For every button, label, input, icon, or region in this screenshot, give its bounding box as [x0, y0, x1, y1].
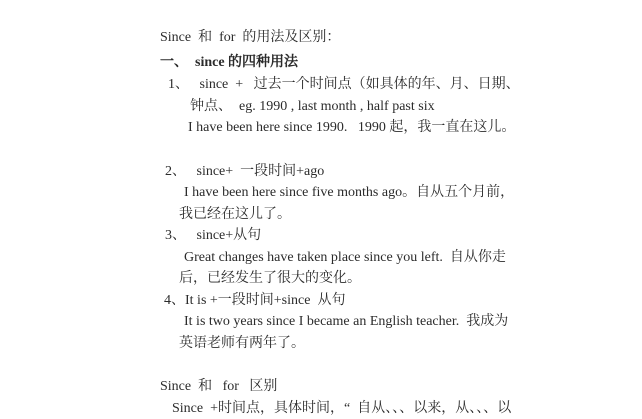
- line-item2-example: I have been here since five months ago。自从五个月前，: [184, 185, 515, 200]
- line-difference-body: Since +时间点，具体时间，“ 自从、、、以来，从、、、以: [172, 401, 512, 416]
- line-item4: 4、It is +一段时间+since 从句: [164, 293, 346, 308]
- line-title: Since 和 for 的用法及区别：: [160, 30, 341, 45]
- line-item2: 2、 since+ 一段时间+ago: [165, 164, 325, 179]
- line-item3: 3、 since+从句: [165, 228, 262, 243]
- line-item4-example-continued: 英语老师有两年了。: [179, 336, 305, 351]
- line-item2-example-continued: 我已经在这儿了。: [179, 207, 291, 222]
- line-item1-continued: 钟点、 eg. 1990 , last month , half past six: [190, 99, 435, 114]
- line-item3-example: Great changes have taken place since you left. 自从你走: [184, 250, 506, 265]
- line-item3-example-continued: 后，已经发生了很大的变化。: [179, 271, 361, 286]
- line-item1: 1、 since + 过去一个时间点（如具体的年、月、日期、: [168, 77, 520, 92]
- line-section-heading: 一、 since 的四种用法: [160, 55, 299, 70]
- line-item4-example: It is two years since I became an English teacher. 我成为: [184, 314, 509, 329]
- line-item1-example: I have been here since 1990. 1990 起，我一直在这儿。: [188, 120, 516, 135]
- line-difference-heading: Since 和 for 区别: [160, 379, 278, 394]
